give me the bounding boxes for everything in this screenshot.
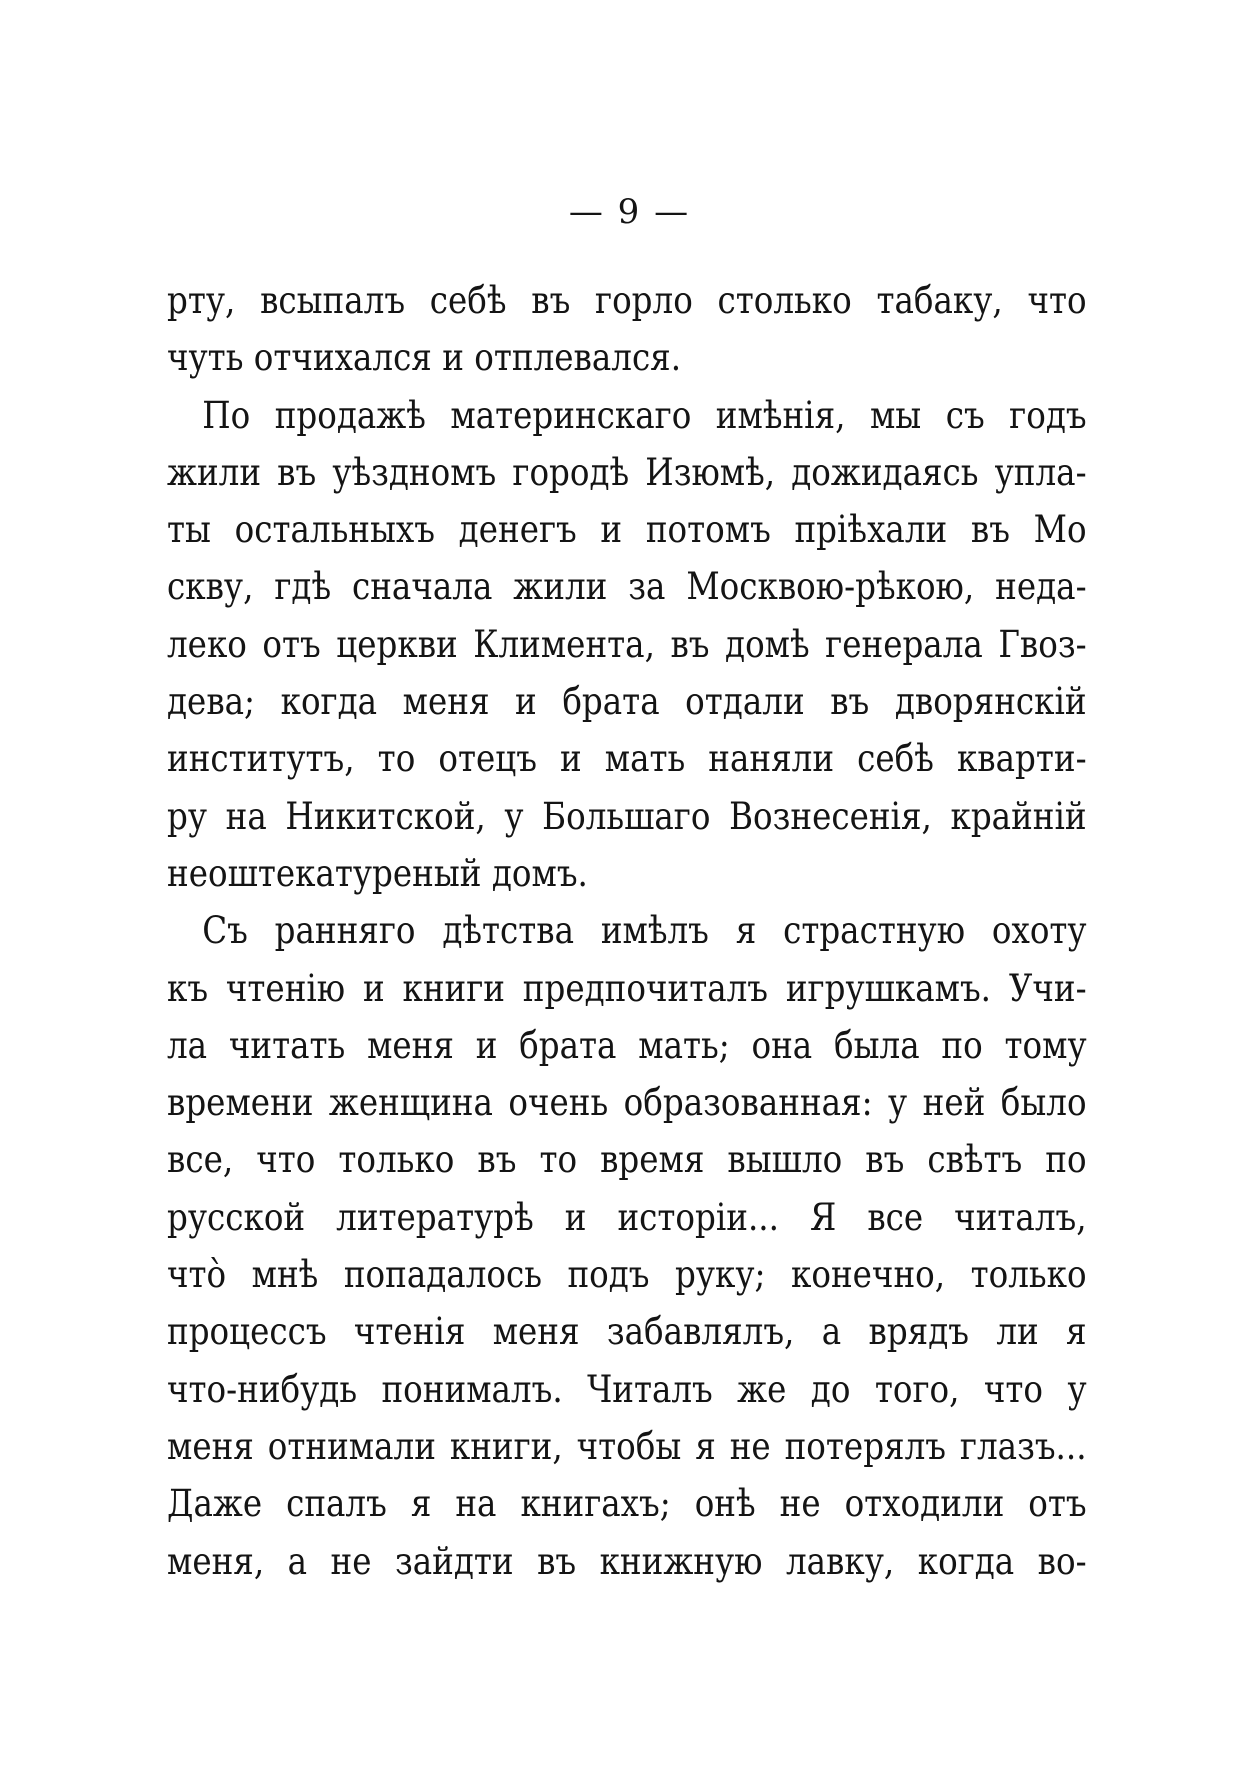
text-line: ру на Никитской, у Большаго Вознесенія, крайній [167, 794, 1087, 838]
text-line: къ чтенію и книги предпочиталъ игрушкамъ. Учи- [167, 966, 1087, 1010]
text-line: скву, гдѣ сначала жили за Москвою-рѣкою, неда- [167, 565, 1087, 609]
text-line: Даже спалъ я на книгахъ; онѣ не отходили отъ [167, 1482, 1087, 1526]
text-line: времени женщина очень образованная: у ней было [167, 1081, 1087, 1125]
text-line: По продажѣ материнскаго имѣнія, мы съ годъ [202, 393, 1087, 437]
text-line: дева; когда меня и брата отдали въ дворянскій [167, 680, 1087, 724]
text-line: русской литературѣ и исторіи... Я все читалъ, [167, 1195, 1087, 1239]
text-line: неоштекатуреный домъ. [167, 851, 588, 895]
text-line: рту, всыпалъ себѣ въ горло столько табаку, что [167, 279, 1087, 322]
text-line: жили въ уѣздномъ городѣ Изюмѣ, дожидаясь упла- [167, 450, 1087, 494]
text-line: что-нибудь понималъ. Читалъ же до того, что у [167, 1367, 1087, 1411]
text-line: что̀ мнѣ попадалось подъ руку; конечно, только [167, 1253, 1087, 1297]
text-line: все, что только въ то время вышло въ свѣтъ по [167, 1138, 1087, 1182]
text-line: меня, а не зайдти въ книжную лавку, когда во- [167, 1539, 1087, 1583]
text-line: меня отнимали книги, чтобы я не потерялъ глазъ... [167, 1424, 1087, 1468]
body-text [167, 272, 1087, 1590]
text-line: Съ ранняго дѣтства имѣлъ я страстную охоту [202, 909, 1087, 953]
text-line: институтъ, то отецъ и мать наняли себѣ кварти- [167, 737, 1087, 781]
text-line: ла читать меня и брата мать; она была по тому [167, 1023, 1087, 1067]
page-number: — 9 — [568, 192, 691, 232]
text-line: ты остальныхъ денегъ и потомъ пріѣхали въ Мо [167, 508, 1087, 552]
text-line: процессъ чтенія меня забавлялъ, а врядъ ли я [167, 1310, 1087, 1354]
text-line: леко отъ церкви Климента, въ домѣ генерала Гвоз- [167, 622, 1087, 666]
text-line: чуть отчихался и отплевался. [167, 336, 682, 380]
